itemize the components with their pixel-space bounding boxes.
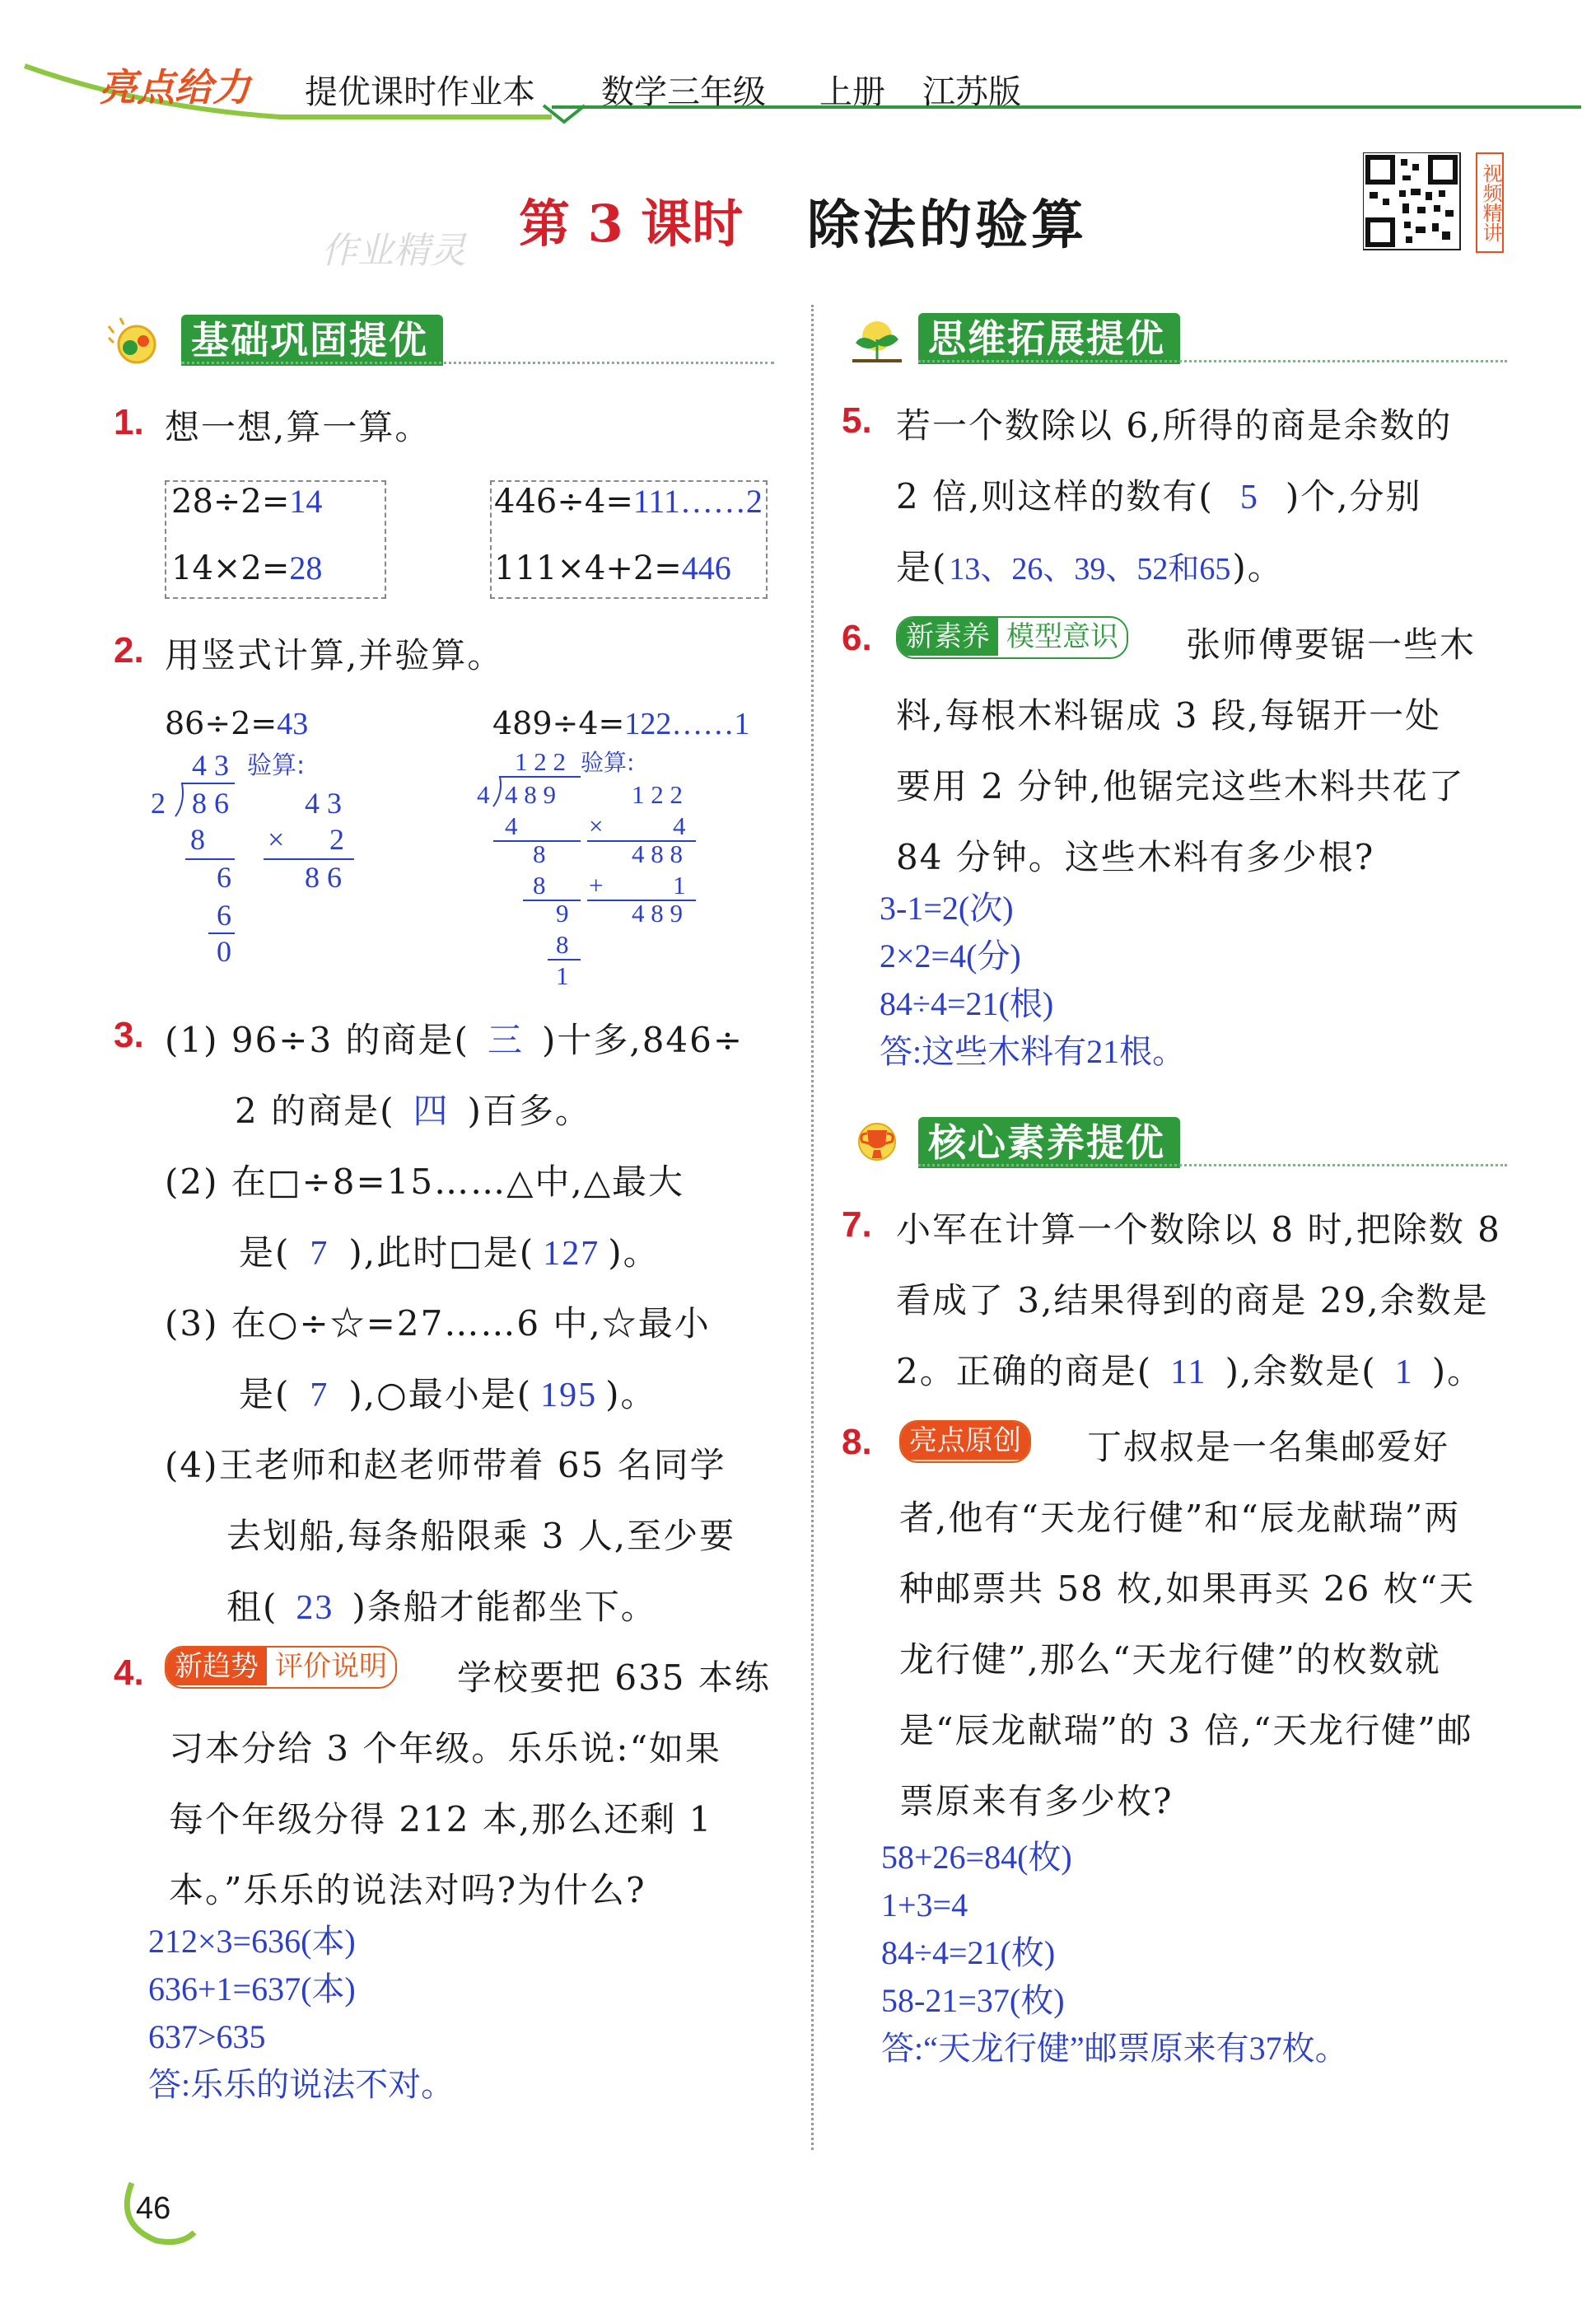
q3-p1-text-a: (1) 96÷3 的商是( (165, 1020, 469, 1060)
q3-p2-answer-2: 127 (543, 1235, 600, 1273)
svg-text:2: 2 (151, 787, 166, 820)
q3-number: 3. (114, 1015, 144, 1055)
q6-tag-b: 模型意识 (1006, 620, 1118, 653)
section-underline (918, 1164, 1507, 1166)
q4-answer-line: 212×3=636(本) (148, 1923, 356, 1960)
q7-answer-remainder: 1 (1394, 1353, 1414, 1391)
svg-text:1: 1 (673, 871, 686, 900)
q6-line1: 张师傅要锯一些木 (1186, 624, 1477, 665)
section-header-core (844, 1117, 1507, 1168)
q3-part1-line1 (165, 1005, 744, 1077)
q6-answers (880, 885, 1185, 1076)
q8-answer-line: 58-21=37(枚) (881, 1982, 1065, 2019)
q5-line3 (896, 532, 1284, 605)
column-divider (811, 305, 814, 2150)
qr-side-label: 视频精讲 (1476, 152, 1504, 253)
q8-tag (899, 1420, 1031, 1463)
q1-a2-answer: 28 (289, 549, 323, 587)
long-division-86 (144, 746, 375, 976)
edition-label: 江苏版 (922, 73, 1021, 111)
svg-text:6: 6 (217, 861, 231, 894)
q4-answers (148, 1918, 454, 2109)
q3-p1-answer-2: 四 (413, 1093, 450, 1131)
svg-text:9: 9 (556, 899, 569, 928)
q3-part4-line2: 去划船,每条船限乘 3 人,至少要 (226, 1516, 736, 1556)
q7-l3-text-b: ),余数是( (1225, 1351, 1377, 1391)
q4-answer-line: 637>635 (148, 2018, 266, 2055)
q2-e1-expr: 86÷2= (165, 705, 278, 741)
q5-l3-text-a: 是( (896, 547, 948, 587)
q6-line3: 要用 2 分钟,他锯完这些木料共花了 (896, 766, 1465, 806)
q1-a1 (171, 482, 322, 521)
section-header-thinking (844, 313, 1507, 364)
q8-line6: 票原来有多少枚? (899, 1781, 1174, 1821)
q6-answer-line: 2×2=4(分) (880, 937, 1021, 975)
subject-label: 数学三年级 (601, 73, 766, 111)
q2-e2 (492, 705, 749, 742)
q8-line3: 种邮票共 58 枚,如果再买 26 枚“天 (899, 1568, 1476, 1609)
q7-l3-text-a: 2。正确的商是( (896, 1351, 1153, 1391)
q5-l3-text-b: )。 (1232, 547, 1284, 587)
q4-answer-line: 636+1=637(本) (148, 1970, 356, 2008)
svg-text:×: × (589, 811, 604, 840)
section-underline (181, 362, 774, 364)
q6-line4: 84 分钟。这些木料有多少根? (896, 837, 1375, 877)
q4-tag-b: 评价说明 (275, 1650, 387, 1683)
q3-p2-text-c: ),此时□是( (348, 1232, 535, 1273)
q1-a1-answer: 14 (289, 483, 323, 520)
q1-b2-expr: 111×4+2= (494, 549, 682, 587)
q5-l2-text-b: )个,分别 (1285, 476, 1422, 516)
q2-number: 2. (114, 630, 144, 671)
q3-p4-text-d: )条船才能都坐下。 (352, 1587, 657, 1627)
svg-text:8 6: 8 6 (305, 861, 342, 894)
svg-text:验算:: 验算: (581, 749, 635, 776)
lesson-number: 第 3 课时 (519, 194, 744, 254)
q1-b1-expr: 446÷4= (494, 483, 633, 521)
q8-line2: 者,他有“天龙行健”和“辰龙献瑞”两 (899, 1498, 1461, 1538)
q1-a2 (171, 549, 322, 587)
q8-line5: 是“辰龙献瑞”的 3 倍,“天龙行健”邮 (899, 1710, 1473, 1750)
q3-part3-line2 (239, 1359, 657, 1431)
qr-code[interactable] (1363, 152, 1470, 251)
q2-e1 (165, 705, 308, 742)
q8-tag-label: 亮点原创 (901, 1422, 1029, 1460)
q1-a2-expr: 14×2= (171, 549, 290, 587)
q4-tag-badge (165, 1646, 397, 1689)
q8-answer-line: 1+3=4 (881, 1886, 968, 1923)
svg-text:4: 4 (505, 811, 518, 840)
q3-part4-line3 (226, 1572, 657, 1643)
qr-code-icon (1363, 152, 1470, 251)
q1-b2 (494, 549, 731, 587)
q3-part2-line1: (2) 在□÷8=15……△中,△最大 (165, 1162, 685, 1202)
svg-text:8: 8 (190, 823, 205, 856)
q1-a1-expr: 28÷2= (171, 483, 290, 521)
q6-answer-line: 答:这些木料有21根。 (880, 1033, 1186, 1070)
trophy-icon (844, 1119, 910, 1166)
q5-number: 5. (842, 400, 872, 441)
q5-answer-count: 5 (1239, 479, 1259, 516)
q4-line4: 本。”乐乐的说法对吗?为什么? (169, 1870, 646, 1910)
q7-line3 (896, 1336, 1483, 1408)
q3-p1-text-c: 2 的商是( (235, 1091, 395, 1131)
q8-answer-line: 58+26=84(枚) (881, 1839, 1072, 1876)
q1-b1 (494, 482, 763, 521)
svg-text:4 3: 4 3 (192, 749, 229, 782)
q4-line3: 每个年级分得 212 本,那么还剩 1 (169, 1799, 713, 1839)
q8-number: 8. (842, 1422, 872, 1462)
svg-text:验算:: 验算: (247, 751, 306, 780)
q3-p3-text-d: )。 (605, 1374, 657, 1414)
q2-e2-expr: 489÷4= (492, 705, 625, 741)
brand-logo: 亮点给力 (99, 65, 250, 110)
svg-text:4: 4 (673, 811, 686, 840)
svg-text:4: 4 (477, 780, 490, 809)
q3-part4-line1: (4)王老师和赵老师带着 65 名同学 (165, 1445, 726, 1485)
q7-line1: 小军在计算一个数除以 8 时,把除数 8 (896, 1209, 1501, 1250)
q8-answer-line: 84÷4=21(枚) (881, 1934, 1056, 1971)
q4-tag (165, 1646, 397, 1689)
svg-text:+: + (589, 871, 604, 900)
q3-p2-text-d: )。 (608, 1232, 660, 1273)
watermark: 作业精灵 (321, 230, 466, 272)
svg-text:1 2 2: 1 2 2 (632, 780, 683, 809)
q3-p1-answer-1: 三 (487, 1022, 524, 1060)
q4-line2: 习本分给 3 个年级。乐乐说:“如果 (169, 1728, 722, 1769)
svg-text:8: 8 (556, 930, 569, 959)
q1-b2-answer: 446 (681, 549, 731, 587)
section-title-core: 核心素养提优 (918, 1117, 1180, 1168)
q3-p1-text-b: )十多,846÷ (541, 1020, 744, 1060)
q5-answer-list: 13、26、39、52和65 (949, 552, 1231, 587)
section-title-thinking: 思维拓展提优 (918, 313, 1180, 364)
q3-part3-line1: (3) 在○÷☆=27……6 中,☆最小 (165, 1303, 711, 1344)
page-header (16, 41, 1581, 132)
q6-answer-line: 3-1=2(次) (880, 890, 1014, 927)
q5-line2 (896, 461, 1422, 533)
q6-tag-badge (896, 616, 1128, 659)
section-underline (918, 360, 1507, 362)
svg-text:4 3: 4 3 (305, 787, 342, 820)
q3-part1-line2 (235, 1076, 591, 1147)
header-swoosh-graphic (16, 41, 1581, 132)
q8-line1: 丁叔叔是一名集邮爱好 (1087, 1427, 1450, 1467)
q1-text: 想一想,算一算。 (165, 407, 432, 447)
svg-text:8: 8 (533, 871, 546, 900)
volume-label: 上册 (819, 73, 885, 111)
q3-p2-answer-1: 7 (310, 1235, 329, 1273)
section-title-basic: 基础巩固提优 (181, 315, 443, 366)
svg-text:4 8 9: 4 8 9 (505, 780, 556, 809)
gears-icon (107, 316, 173, 364)
svg-text:×: × (268, 823, 285, 856)
q7-line2: 看成了 3,结果得到的商是 29,余数是 (896, 1280, 1489, 1320)
q2-text: 用竖式计算,并验算。 (165, 635, 504, 675)
q1-number: 1. (114, 402, 144, 442)
q6-line2: 料,每根木料锯成 3 段,每锯开一处 (896, 695, 1442, 736)
q8-answer-line: 答:“天龙行健”邮票原来有37枚。 (881, 2030, 1348, 2067)
q7-number: 7. (842, 1204, 872, 1245)
q7-answer-quotient: 11 (1170, 1353, 1207, 1391)
q3-p4-text-c: 租( (226, 1587, 278, 1627)
q6-tag (896, 616, 1128, 659)
svg-text:1: 1 (556, 961, 569, 990)
q3-p3-text-c: ),○最小是( (348, 1374, 533, 1414)
q3-p3-answer-1: 7 (310, 1377, 329, 1414)
q2-e2-answer: 122……1 (624, 707, 750, 741)
q1-b1-answer: 111……2 (632, 483, 763, 520)
q5-line1: 若一个数除以 6,所得的商是余数的 (896, 405, 1453, 446)
svg-text:4 8 9: 4 8 9 (632, 899, 683, 928)
svg-text:8: 8 (533, 839, 546, 868)
q7-l3-text-c: )。 (1431, 1351, 1484, 1391)
q6-number: 6. (842, 618, 872, 658)
section-header-basic (107, 315, 774, 366)
svg-text:8 6: 8 6 (192, 787, 229, 820)
q3-p4-answer: 23 (296, 1589, 334, 1627)
q5-l2-text-a: 2 倍,则这样的数有( (896, 476, 1214, 516)
q3-part2-line2 (239, 1218, 660, 1289)
q4-line1: 学校要把 635 本练 (457, 1657, 771, 1698)
series-name: 提优课时作业本 (305, 73, 535, 111)
q4-tag-a: 新趋势 (166, 1648, 267, 1685)
q8-answers (881, 1834, 1348, 2073)
q3-p3-text-b: 是( (239, 1374, 291, 1414)
svg-text:4 8 8: 4 8 8 (632, 839, 683, 868)
q3-p2-text-b: 是( (239, 1232, 291, 1273)
q2-e1-answer: 43 (277, 707, 309, 741)
q8-tag-badge (899, 1420, 1031, 1463)
page-number: 46 (136, 2191, 171, 2226)
q4-answer-line: 答:乐乐的说法不对。 (148, 2066, 455, 2103)
q6-answer-line: 84÷4=21(根) (880, 985, 1054, 1022)
q6-tag-a: 新素养 (898, 618, 998, 656)
q3-p3-answer-2: 195 (540, 1377, 598, 1414)
svg-text:0: 0 (217, 935, 231, 968)
q3-p1-text-d: )百多。 (467, 1091, 591, 1131)
lesson-title: 除法的验算 (807, 194, 1087, 256)
sprout-icon (844, 315, 910, 362)
q4-number: 4. (114, 1652, 144, 1693)
svg-text:1 2 2: 1 2 2 (515, 747, 566, 776)
q8-line4: 龙行健”,那么“天龙行健”的枚数就 (899, 1639, 1441, 1680)
svg-text:2: 2 (329, 823, 344, 856)
long-division-489 (474, 746, 721, 1009)
svg-text:6: 6 (217, 899, 231, 932)
